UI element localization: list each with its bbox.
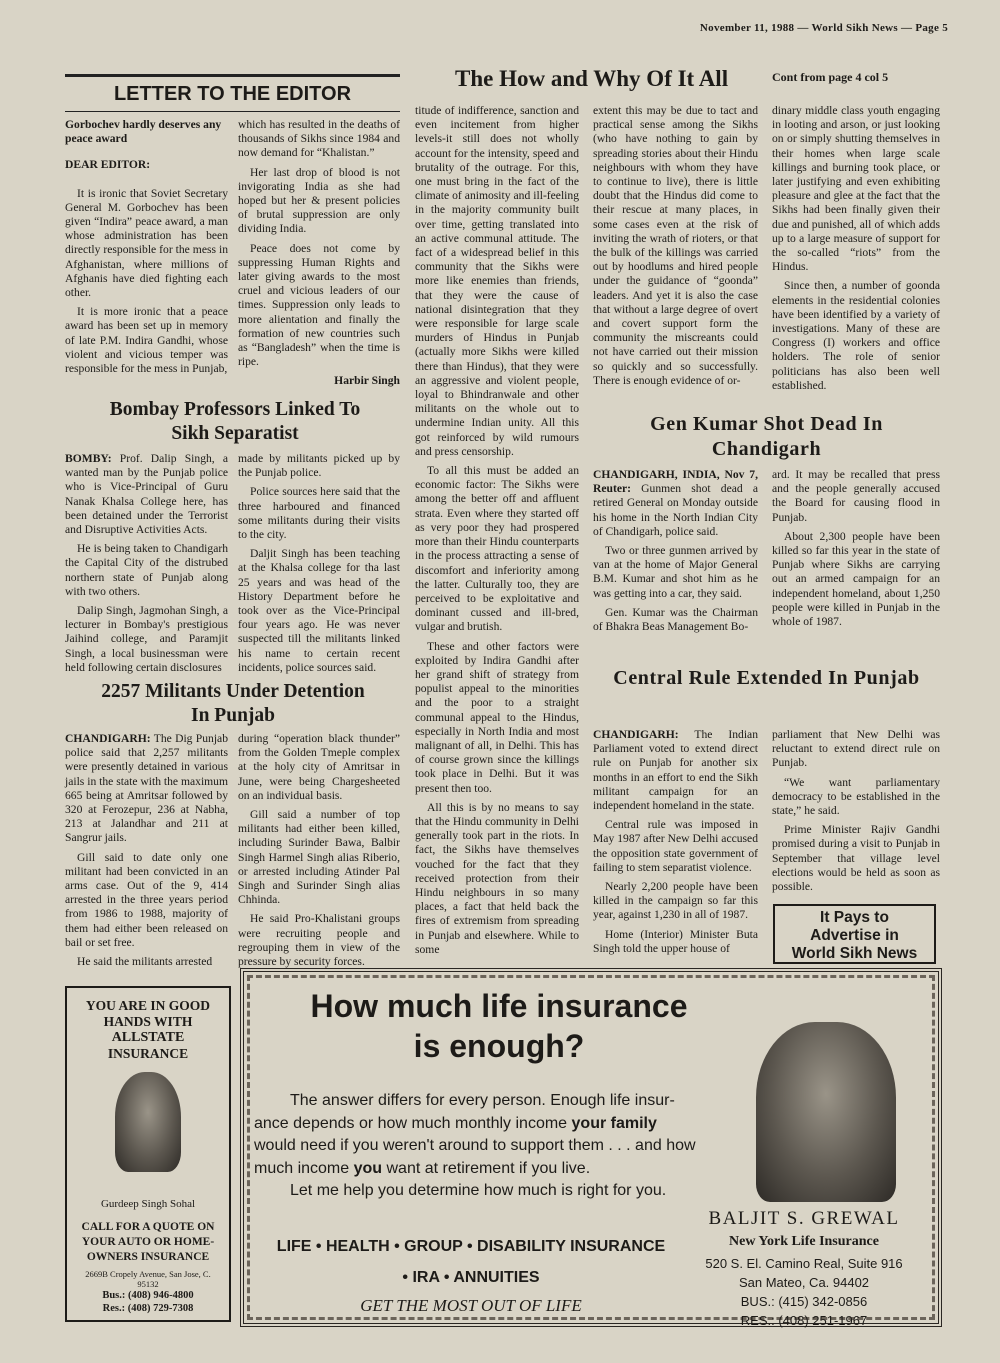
phone-line: Res.: (408) 729-7308 bbox=[102, 1302, 194, 1314]
paragraph: Peace does not come by suppressing Human Rights and later giving awards to the most cruel and vicious leaders of our times. Suppression only leads to more alientation and finally the formation of new countries such as “Bangladesh” when the time is ripe. bbox=[238, 241, 400, 369]
paragraph: Dalip Singh, Jagmohan Singh, a lecturer in Bombay's prestigious Jaihind college, and Paramjit Singh, a local businessman were held following certain disclosures bbox=[65, 604, 228, 674]
cta-line: OWNERS INSURANCE bbox=[86, 1251, 210, 1263]
ad-body bbox=[254, 1090, 764, 1203]
advertise-promo-box bbox=[773, 904, 936, 964]
militants-column-2 bbox=[238, 732, 400, 974]
dateline: BOMBY: bbox=[65, 452, 112, 465]
allstate-ad bbox=[65, 986, 231, 1322]
section-rule bbox=[65, 111, 400, 112]
allstate-cta bbox=[67, 1220, 229, 1265]
cta-line: YOUR AUTO OR HOME- bbox=[81, 1236, 215, 1248]
letter-subject: Gorbochev hardly deserves any peace award bbox=[65, 118, 222, 146]
headline-line: HANDS WITH bbox=[103, 1014, 193, 1029]
dateline: CHANDIGARH: bbox=[65, 732, 151, 745]
letter-salutation: DEAR EDITOR: bbox=[65, 158, 151, 172]
paragraph: Gen. Kumar was the Chairman of Bhakra Beas Management Bo- bbox=[593, 605, 758, 634]
body-line: Let me help you determine how much is right for you. bbox=[290, 1182, 667, 1199]
page-masthead: November 11, 1988 — World Sikh News — Page 5 bbox=[699, 22, 948, 34]
paragraph: He said the militants arrested bbox=[77, 955, 213, 969]
paragraph: It is more ironic that a peace award has been set up in memory of late P.M. Indira Gandhi, whose violent and vicious temper was responsible for the mess in Punjab, bbox=[65, 305, 228, 376]
howwhy-column-2 bbox=[593, 104, 758, 393]
allstate-headline bbox=[67, 998, 229, 1062]
paragraph: made by militants picked up by the Punjab police. bbox=[238, 452, 400, 480]
life-insurance-ad bbox=[240, 968, 942, 1327]
militants-column-1 bbox=[65, 732, 228, 974]
paragraph: Daljit Singh has been teaching at the Khalsa college for tha last 25 years and was head of the History Department before he took over as the Vice-Principal four years ago. He was never suspected till the militants linked his name to certain recent incidents, police sources said. bbox=[238, 547, 400, 674]
body-text: ance depends or how much monthly income bbox=[254, 1114, 572, 1132]
body-emphasis: you bbox=[353, 1159, 383, 1177]
promo-line: It Pays to bbox=[820, 909, 889, 926]
body-line bbox=[254, 1158, 764, 1181]
ad-headline bbox=[244, 986, 754, 1066]
agent-name: Gurdeep Singh Sohal bbox=[100, 1198, 196, 1210]
contact-line: BUS.: (415) 342-0856 bbox=[740, 1294, 868, 1309]
paragraph: extent this may be due to tact and practical sense among the Sikhs (who have nothing to gain by spreading stories about their Hindu neighbours with whom they have to continue to live), there is little doubt that the Hindus did come to their rescue at many places, in some cases even at the risk of inviting the wrath of rioters, or that the bulk of the killings was carried out by hoodlums and hired people under the guidance of “goonda” leaders. And yet it is also the case that without a large degree of overt and covert support form the community the miscreants could not have carried out their mission so quickly and so successfully. There is enough evidence of or- bbox=[593, 104, 758, 387]
howwhy-column-3 bbox=[772, 104, 940, 398]
allstate-phones bbox=[67, 1290, 229, 1315]
paragraph: Prime Minister Rajiv Gandhi promised during a visit to Punjab in September that village level elections would be held as soon as possible. bbox=[772, 823, 940, 894]
paragraph: which has resulted in the deaths of thousands of Sikhs since 1984 and now demand for “Khalistan.” bbox=[238, 118, 400, 160]
paragraph-text: The Indian Parliament voted to extend direct rule on Punjab for another six months in an effort to end the Sikh militant campaign for an independent homeland in the state. bbox=[593, 728, 758, 813]
kumar-headline: Gen Kumar Shot Dead In Chandigarh bbox=[650, 413, 883, 460]
paragraph-text: Gunmen shot dead a retired General on Monday outside his home in the North Indian City of Chandigarh, police said. bbox=[593, 482, 758, 538]
paragraph: dinary middle class youth engaging in looting and arson, or just looking on or simply shutting themselves in their homes when large scale killings and burning took place, or later justifying and even exhibiting pleasure and glee at the fact that the Sikhs had been finally given their due and punished, all of which adds up to a large measure of support for the so-called “riots” from the Hindus. bbox=[772, 104, 940, 274]
paragraph: Nearly 2,200 people have been killed in the campaign so far this year, against 1,230 in all of 1987. bbox=[593, 880, 758, 922]
paragraph bbox=[593, 728, 758, 813]
body-line: would need if you weren't around to support them . . . and how bbox=[254, 1137, 696, 1154]
paragraph: parliament that New Delhi was reluctant to extend direct rule on Punjab. bbox=[772, 728, 940, 770]
dateline: CHANDIGARH, INDIA, Nov 7, Reuter: bbox=[593, 468, 758, 496]
central-column-1 bbox=[593, 728, 758, 961]
kumar-column-2 bbox=[772, 468, 940, 634]
headline-line: How much life insurance bbox=[310, 988, 688, 1024]
contact-line: RES.: (408) 251-1967 bbox=[740, 1313, 868, 1328]
paragraph: during “operation black thunder” from the Golden Tmeple complex at the holy city of Amritsar in June, were being Chargesheeted on an individual basis. bbox=[238, 732, 400, 802]
paragraph: Two or three gunmen arrived by van at the home of Major General B.M. Kumar and shot him as he was getting into a car, they said. bbox=[593, 544, 758, 600]
paragraph: About 2,300 people have been killed so far this year in the state of Punjab where Sikhs are carrying out an armed campaign for an independent homeland, about 1,250 people were killed in Punjab in the whole of 1987. bbox=[772, 529, 940, 629]
agent-name: BALJIT S. GREWAL bbox=[708, 1208, 900, 1229]
promo-line: World Sikh News bbox=[791, 945, 918, 962]
howwhy-column-1 bbox=[415, 104, 579, 962]
body-emphasis: your family bbox=[571, 1114, 657, 1132]
paragraph: “We want parliamentary democracy to be established in the state,” he said. bbox=[772, 775, 940, 818]
agent-contact bbox=[689, 1254, 919, 1330]
paragraph: All this is by no means to say that the Hindu community in Delhi generally took part in the riots. In fact, the Sikhs have themselves vouched for the fact that they received protection from their Hindu neighbours in so many places, a fact that held back the fires of extremism from spreading in Punjab and elsewhere. While to some bbox=[415, 800, 579, 956]
bombay-headline: Bombay Professors Linked To Sikh Separatist bbox=[109, 399, 361, 444]
paragraph: Gill said a number of top militants had either been killed, including Surinder Bawa, Balbir Singh Harmel Singh alias Riberio, or arrested including Atinder Pal Singh and Surinder Singh alias Chhinda. bbox=[238, 808, 400, 907]
letter-signature: Harbir Singh bbox=[334, 374, 400, 388]
headline-line: is enough? bbox=[413, 1028, 585, 1064]
paragraph: Police sources here said that the three harboured and financed some militants during their visits to the city. bbox=[238, 485, 400, 542]
paragraph: He said Pro-Khalistani groups were recruiting people and regrouping them in view of the pressure by security forces. bbox=[238, 912, 400, 969]
body-line: The answer differs for every person. Enough life insur- bbox=[290, 1092, 675, 1109]
bombay-column-1 bbox=[65, 452, 228, 680]
bombay-column-2 bbox=[238, 452, 400, 680]
cta-line: CALL FOR A QUOTE ON bbox=[81, 1221, 215, 1233]
paragraph: Central rule was imposed in May 1987 after New Delhi accused the opposition state government of failing to stem separatist violence. bbox=[593, 818, 758, 874]
headline-line: INSURANCE bbox=[107, 1046, 189, 1061]
howwhy-continuation: Cont from page 4 col 5 bbox=[772, 70, 889, 84]
letter-column-2 bbox=[238, 118, 400, 394]
contact-line: San Mateo, Ca. 94402 bbox=[738, 1275, 870, 1290]
products-line: LIFE • HEALTH • GROUP • DISABILITY INSURANCE bbox=[276, 1238, 666, 1255]
paragraph-text: Prof. Dalip Singh, a wanted man by the Punjab police who is Vice-Principal of Guru Nanak Khalsa College here, has been detained under the Terrorist and Disruptive Activities Acts. bbox=[65, 452, 228, 537]
headline-line: ALLSTATE bbox=[111, 1030, 185, 1045]
dateline: CHANDIGARH: bbox=[593, 728, 679, 741]
paragraph bbox=[593, 468, 758, 539]
kumar-column-1 bbox=[593, 468, 758, 639]
paragraph: He is being taken to Chandigarh the Capital City of the distrubed northern state of Punjab along with two others. bbox=[65, 542, 228, 598]
section-rule bbox=[65, 74, 400, 77]
paragraph: Her last drop of blood is not invigorating India as she had hoped but her & present policies of brutal suppression are only dividing India. bbox=[238, 165, 400, 236]
paragraph: To all this must be added an economic factor: The Sikhs were among the better off and affluent strata. Even where they started off as very poor they had prospered more than their Hindu counterparts in the process attracting a sense of discomfort and inferiority among the latter. Culturally too, they are perceived to be exploitative and dominant cussed and ill-bred, vulgar and brutish. bbox=[415, 464, 579, 634]
products-line: • IRA • ANNUITIES bbox=[402, 1269, 540, 1286]
paragraph: Home (Interior) Minister Buta Singh told the upper house of bbox=[593, 927, 758, 955]
paragraph: ard. It may be recalled that press and the people generally accused the Board for causing flood in Punjab. bbox=[772, 468, 940, 524]
promo-line: Advertise in bbox=[810, 927, 899, 944]
paragraph: These and other factors were exploited by Indira Gandhi after her grand shift of strategy from populist appeal to the minorities and the poor to a straight communal appeal to the Hindus, especially in North India and most malignant of all, in Delhi. This has of course grown since the killings took place in Delhi. But it was present then too. bbox=[415, 639, 579, 795]
howwhy-headline: The How and Why Of It All bbox=[455, 66, 729, 91]
central-column-2 bbox=[772, 728, 940, 899]
agent-photo bbox=[756, 1022, 896, 1202]
phone-line: Bus.: (408) 946-4800 bbox=[102, 1290, 194, 1301]
body-text: want at retirement if you live. bbox=[382, 1159, 591, 1177]
paragraph bbox=[65, 452, 228, 537]
paragraph-text: The Dig Punjab police said that 2,257 militants were presently detained in various jails in the state with the maximum 665 being at Amritsar followed by 320 at Ferozepur, 236 at Nabha, 213 at Jalandhar and 211 at Sangrur jails. bbox=[65, 732, 228, 845]
body-text: much income bbox=[254, 1159, 354, 1177]
allstate-address bbox=[67, 1269, 229, 1289]
paragraph: Since then, a number of goonda elements in the residential colonies have been identified by a variety of investigations. Many of these are Congress (I) workers and office holders. The role of senior politicians has also been well established. bbox=[772, 279, 940, 392]
body-line bbox=[254, 1113, 764, 1136]
paragraph: titude of indifference, sanction and even incitement from higher levels-it still does not wholly account for the intensity, speed and brutality of the outrage. For this, one must bring in the fact of the climate of animosity and ill-feeling in the majority community built over time, getting translated into an active communal attitude. The fact of a widespread belief in this community that the Sikhs were more like enemies than friends, that they were the cause of national disintegration that they were responsible for large scale murders of Hindus in Punjab (actually more Sikhs were killed there than Hindus), that they were an aggressive and violent people, loyal to Bhindranwale and other militants on the whole out to undermine Indian unity. All this got reinforced by wild rumours and press censorship. bbox=[415, 104, 579, 458]
paragraph bbox=[65, 732, 228, 846]
address-line: 2669B Cropely Avenue, San Jose, C. bbox=[85, 1269, 211, 1279]
headline-line: YOU ARE IN GOOD bbox=[85, 998, 211, 1013]
contact-line: 520 S. El. Camino Real, Suite 916 bbox=[705, 1256, 903, 1271]
central-headline: Central Rule Extended In Punjab bbox=[613, 667, 920, 689]
paragraph: It is ironic that Soviet Secretary General M. Gorbochev has been given “Indira” peace award, a man whose administration has been directly responsible for the mess in Afghanistan, where millions of Afghanis have died fighting each other. bbox=[65, 186, 228, 300]
militants-headline: 2257 Militants Under Detention In Punjab bbox=[101, 681, 365, 726]
address-line: 95132 bbox=[137, 1279, 159, 1289]
letter-column-1 bbox=[65, 118, 228, 381]
ad-slogan: GET THE MOST OUT OF LIFE bbox=[360, 1296, 582, 1315]
agent-company: New York Life Insurance bbox=[729, 1234, 879, 1249]
letter-section-title: LETTER TO THE EDITOR bbox=[113, 83, 352, 105]
paragraph: Gill said to date only one militant had been convicted in an arms case. Out of the 9, 414 arrested in the three years period from 1986 to 1988, majority of them had either been released on bail or set free. bbox=[65, 850, 228, 949]
agent-photo bbox=[115, 1072, 181, 1172]
